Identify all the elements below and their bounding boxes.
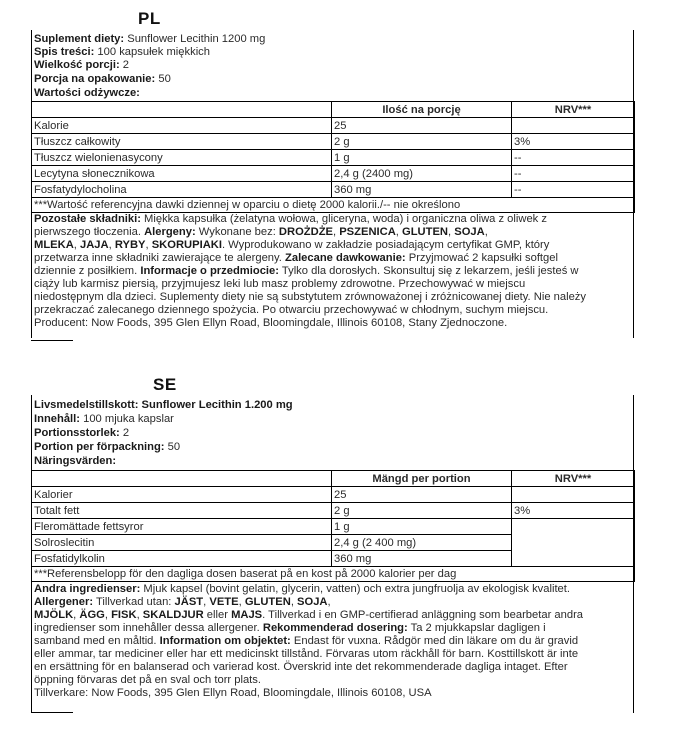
table-cell: Fosfatidylkolin — [32, 551, 332, 567]
plain-text: , — [395, 226, 403, 238]
plain-text: ciąży lub karmisz piersią, przyjmujesz leki lub masz problemy zdrowotne. Przechowywać w miejscu — [34, 278, 526, 290]
table-cell: Fosfatydylocholina — [32, 182, 332, 198]
table-cell: Kalorie — [32, 118, 332, 134]
text-line — [34, 317, 630, 330]
pl-nutrition-table — [31, 101, 635, 213]
plain-text: , — [104, 609, 112, 621]
text-line — [34, 609, 630, 622]
se-header-line: Portionsstorlek: 2 — [34, 427, 130, 439]
plain-text: przetwarza inne składniki zawierające te alergeny. — [34, 252, 286, 264]
table-cell — [512, 487, 635, 503]
text-line — [34, 291, 630, 304]
bold-text: GLUTEN — [244, 596, 291, 608]
table-cell: 3% — [512, 134, 635, 150]
pl-header-line: Suplement diety: Sunflower Lecithin 1200 mg — [34, 33, 266, 45]
bold-text: Rekommenderad dosering: — [262, 622, 408, 634]
table-header-cell: Ilość na porcję — [332, 102, 512, 118]
plain-text: Endast för vuxna. Rådgör med din läkare om du är gravid — [290, 635, 579, 647]
table-cell: Lecytyna słonecznikowa — [32, 166, 332, 182]
plain-text: , — [290, 596, 298, 608]
plain-text: öppning förvaras det på en sval och torr plats. — [34, 674, 261, 686]
se-nutrition-table — [31, 470, 635, 582]
table-header-cell: NRV*** — [512, 102, 635, 118]
plain-text: ingredienser som innehåller dessa allergener. — [34, 622, 263, 634]
bold-text: Informacje o przedmiocie: — [140, 265, 279, 277]
plain-text: Wykonane bez: — [195, 226, 279, 238]
table-cell: Tłuszcz wielonienasycony — [32, 150, 332, 166]
plain-text: eller ammar, tar mediciner eller har ett medicinskt tillstånd. Förvaras utom räckhåll för barn. Kosttillskott är inte — [34, 648, 579, 660]
plain-text: samband med en måltid. — [34, 635, 160, 647]
table-cell — [512, 118, 635, 134]
text-line — [34, 278, 630, 291]
table-cell-merged — [512, 519, 635, 567]
table-cell: 360 mg — [332, 182, 512, 198]
table-footnote: ***Referensbelopp för den dagliga dosen baserat på en kost på 2000 kalorier per dag — [32, 567, 635, 582]
plain-text: Tillverkad utan: — [93, 596, 175, 608]
table-row — [32, 503, 635, 519]
se-header-line: Portion per förpackning: 50 — [34, 441, 181, 453]
table-header-cell: Mängd per portion — [332, 471, 512, 487]
bold-text: SKALDJUR — [142, 609, 204, 621]
plain-text: , — [333, 226, 340, 238]
text-line — [34, 674, 630, 687]
plain-text: pierwszego tłoczenia. — [34, 226, 145, 238]
plain-text: Producent: Now Foods, 395 Glen Ellyn Road, Bloomingdale, Illinois 60108, Stany Zjednoczone. — [34, 317, 508, 329]
plain-text: dziennie z posiłkiem. — [34, 265, 141, 277]
bold-text: MLEKA — [34, 239, 74, 251]
table-cell: 2,4 g (2 400 mg) — [332, 535, 512, 551]
table-cell: Kalorier — [32, 487, 332, 503]
bold-text: PSZENICA — [339, 226, 396, 238]
plain-text: przekraczać zalecanego dziennego spożycia. Po otwarciu przechowywać w chłodnym, suchym miejscu. — [34, 304, 549, 316]
bold-text: SKORUPIAKI — [151, 239, 222, 251]
plain-text: eller — [203, 609, 232, 621]
text-line — [34, 622, 630, 635]
text-line — [34, 635, 630, 648]
bold-text: ÄGG — [79, 609, 105, 621]
se-description — [34, 583, 630, 700]
plain-text: , — [108, 239, 115, 251]
table-header-cell — [32, 102, 332, 118]
plain-text: , — [238, 596, 245, 608]
bold-text: DROŻDŻE — [278, 226, 333, 238]
table-cell: 2,4 g (2400 mg) — [332, 166, 512, 182]
text-line — [34, 583, 630, 596]
table-row — [32, 487, 635, 503]
bold-text: Allergener: — [34, 596, 94, 608]
table-row — [32, 182, 635, 198]
bold-text: JAJA — [80, 239, 109, 251]
table-cell: 1 g — [332, 519, 512, 535]
plain-text: niedostępnym dla dzieci. Suplementy diety nie są substytutem zrównoważonej i zróżnicowanej diety. Nie należy — [34, 291, 586, 303]
se-flag-heading: SE — [153, 375, 177, 394]
table-header-row — [32, 102, 635, 118]
table-header-cell — [32, 471, 332, 487]
table-header-cell: NRV*** — [512, 471, 635, 487]
bold-text: MAJS — [231, 609, 263, 621]
plain-text: Przyjmować 2 kapsułki softgel — [405, 252, 558, 264]
table-cell: 1 g — [332, 150, 512, 166]
text-line — [34, 687, 630, 700]
bold-text: SOJA — [454, 226, 485, 238]
table-row — [32, 134, 635, 150]
table-cell: 3% — [512, 503, 635, 519]
pl-description — [34, 213, 630, 330]
bold-text: JÄST — [174, 596, 204, 608]
table-header-row — [32, 471, 635, 487]
text-line — [34, 304, 630, 317]
plain-text: , — [484, 226, 488, 238]
bold-text: VETE — [209, 596, 239, 608]
text-line — [34, 213, 630, 226]
text-line — [34, 239, 630, 252]
bold-text: Information om objektet: — [159, 635, 291, 647]
pl-bottom-border — [31, 340, 73, 341]
plain-text: Ta 2 mjukkapslar dagligen i — [407, 622, 546, 634]
text-line — [34, 265, 630, 278]
bold-text: MJÖLK — [34, 609, 74, 621]
se-header-line: Innehåll: 100 mjuka kapslar — [34, 413, 174, 425]
pl-header-line: Porcja na opakowanie: 50 — [34, 73, 171, 85]
bold-text: FISK — [111, 609, 137, 621]
se-header-line: Livsmedelstillskott: Sunflower Lecithin 1.200 mg — [34, 399, 293, 411]
plain-text: , — [136, 609, 143, 621]
text-line — [34, 596, 630, 609]
plain-text: , — [327, 596, 331, 608]
se-header-line: Näringsvärden: — [34, 455, 117, 467]
table-cell: 2 g — [332, 134, 512, 150]
bold-text: SOJA — [297, 596, 328, 608]
plain-text: , — [73, 609, 80, 621]
plain-text: , — [73, 239, 80, 251]
text-line — [34, 226, 630, 239]
table-cell: -- — [512, 182, 635, 198]
plain-text: . Wyprodukowano w zakładzie posiadającym certyfikat GMP, który — [221, 239, 550, 251]
bold-text: GLUTEN — [402, 226, 449, 238]
pl-flag-heading: PL — [138, 9, 161, 28]
plain-text: Tillverkare: Now Foods, 395 Glen Ellyn Road, Bloomingdale, Illinois 60108, USA — [34, 687, 432, 699]
bold-text: Alergeny: — [144, 226, 196, 238]
table-cell: Totalt fett — [32, 503, 332, 519]
table-cell: Fleromättade fettsyror — [32, 519, 332, 535]
se-bottom-border — [31, 712, 73, 713]
plain-text: . Tillverkad i en GMP-certifierad anläggning som bearbetar andra — [262, 609, 584, 621]
table-cell: 25 — [332, 487, 512, 503]
table-row — [32, 166, 635, 182]
plain-text: , — [145, 239, 152, 251]
table-cell: 2 g — [332, 503, 512, 519]
table-cell: -- — [512, 150, 635, 166]
plain-text: en ersättning för en balanserad och varierad kost. Överskrid inte det rekommenderade dagliga intaget. Efter — [34, 661, 568, 673]
plain-text: Tylko dla dorosłych. Skonsultuj się z lekarzem, jeśli jesteś w — [278, 265, 579, 277]
pl-header-line: Spis treści: 100 kapsułek miękkich — [34, 46, 210, 58]
table-row — [32, 150, 635, 166]
table-cell: 25 — [332, 118, 512, 134]
pl-header-line: Wielkość porcji: 2 — [34, 59, 130, 71]
table-row — [32, 118, 635, 134]
table-footnote-row — [32, 198, 635, 213]
plain-text: Mjuk kapsel (bovint gelatin, glycerin, vatten) och extra jungfruolja av ekologisk kvalitet. — [140, 583, 570, 595]
text-line — [34, 252, 630, 265]
text-line — [34, 648, 630, 661]
table-footnote-row — [32, 567, 635, 582]
table-row — [32, 519, 635, 535]
bold-text: Pozostałe składniki: — [34, 213, 141, 225]
table-cell: -- — [512, 166, 635, 182]
table-footnote: ***Wartość referencyjna dawki dziennej w oparciu o dietę 2000 kalorii./-- nie określono — [32, 198, 635, 213]
bold-text: RYBY — [114, 239, 146, 251]
plain-text: , — [448, 226, 455, 238]
bold-text: Andra ingredienser: — [34, 583, 141, 595]
plain-text: , — [203, 596, 210, 608]
table-cell: 360 mg — [332, 551, 512, 567]
bold-text: Zalecane dawkowanie: — [285, 252, 406, 264]
plain-text: Miękka kapsułka (żelatyna wołowa, gliceryna, woda) i organiczna oliwa z oliwek z — [140, 213, 547, 225]
text-line — [34, 661, 630, 674]
table-cell: Solroslecitin — [32, 535, 332, 551]
table-cell: Tłuszcz całkowity — [32, 134, 332, 150]
pl-header-line: Wartości odżywcze: — [34, 87, 140, 99]
